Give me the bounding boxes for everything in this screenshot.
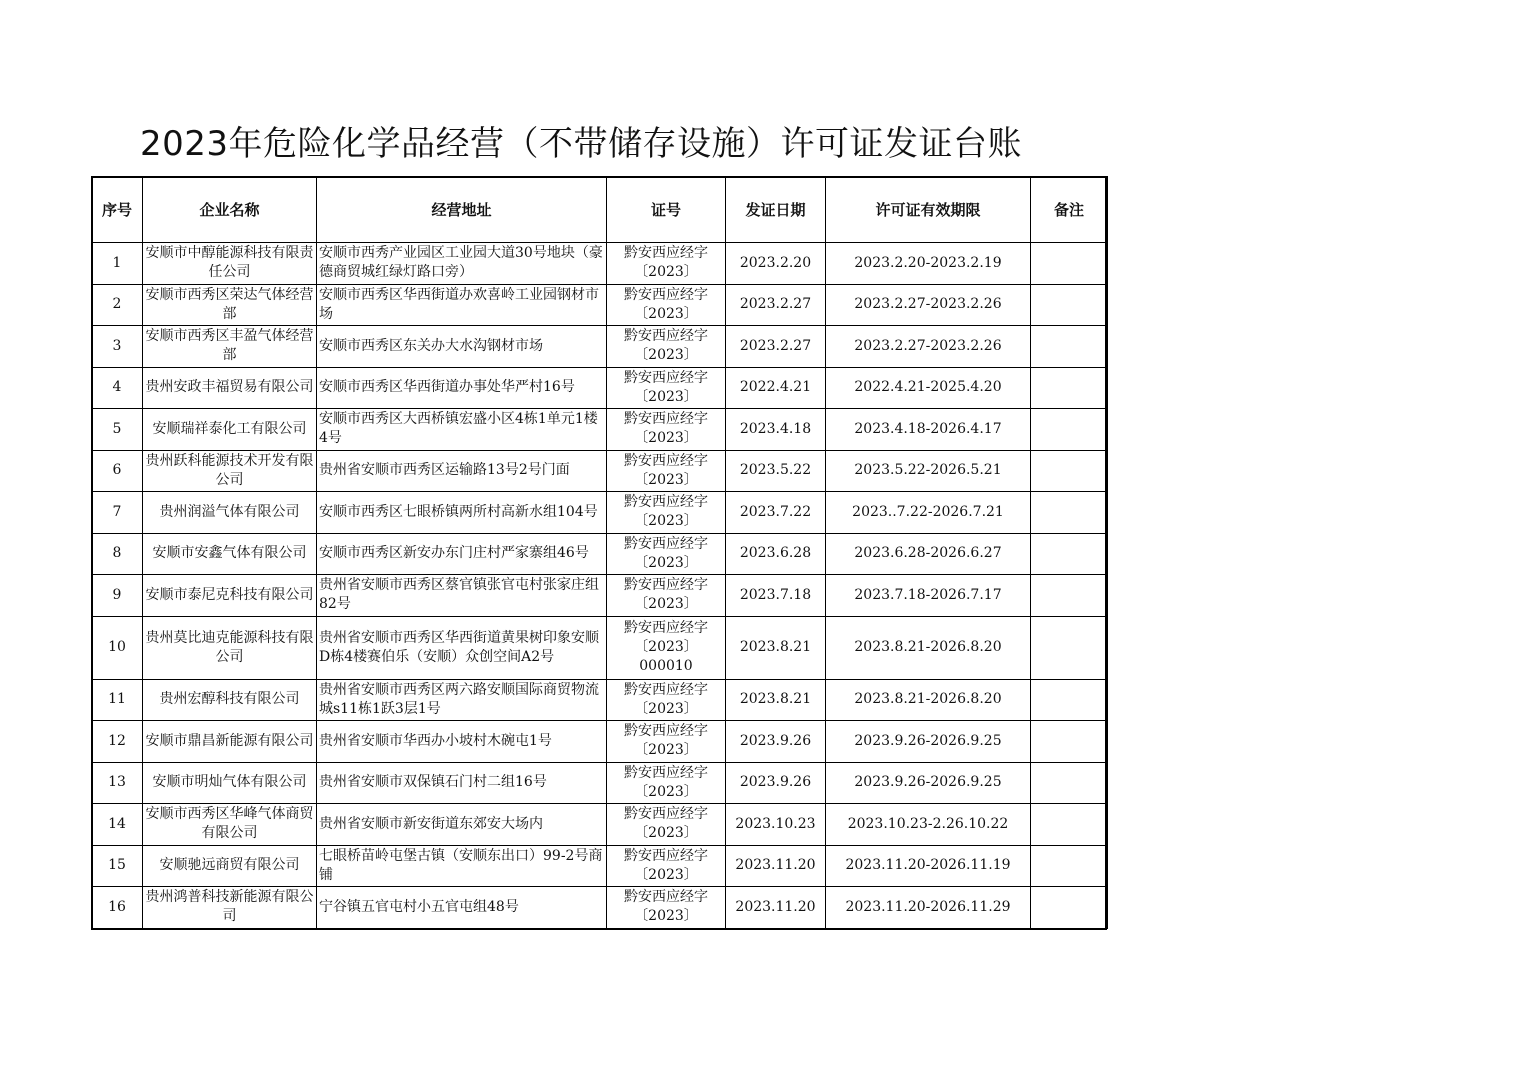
row-note-cell — [1031, 762, 1108, 804]
row-validity-cell: 2023.2.27-2023.2.26 — [826, 284, 1031, 326]
row-validity-cell: 2023.8.21-2026.8.20 — [826, 679, 1031, 721]
row-issue-date-cell: 2023.4.18 — [726, 409, 826, 451]
header-company-name: 企业名称 — [143, 177, 317, 243]
row-seq-cell: 3 — [92, 326, 143, 368]
row-note-cell — [1031, 887, 1108, 929]
row-validity-cell: 2023.9.26-2026.9.25 — [826, 762, 1031, 804]
row-validity-cell: 2023.2.20-2023.2.19 — [826, 243, 1031, 285]
row-issue-date-cell: 2023.7.18 — [726, 575, 826, 617]
row-validity-cell: 2023..7.22-2026.7.21 — [826, 492, 1031, 534]
row-validity-cell: 2023.8.21-2026.8.20 — [826, 616, 1031, 679]
row-company-name-cell: 安顺市泰尼克科技有限公司 — [143, 575, 317, 617]
row-issue-date-cell: 2023.5.22 — [726, 450, 826, 492]
row-note-cell — [1031, 845, 1108, 887]
table-row — [92, 721, 1108, 763]
row-validity-cell: 2023.10.23-2.26.10.22 — [826, 804, 1031, 846]
row-company-name-cell: 贵州鸿普科技新能源有限公司 — [143, 887, 317, 929]
row-note-cell — [1031, 326, 1108, 368]
row-seq-cell: 10 — [92, 616, 143, 679]
row-cert-no-cell: 黔安西应经字〔2023〕 — [607, 284, 726, 326]
row-address-cell: 安顺市西秀产业园区工业园大道30号地块（豪德商贸城红绿灯路口旁） — [317, 243, 607, 285]
row-company-name-cell: 安顺驰远商贸有限公司 — [143, 845, 317, 887]
row-address-cell: 安顺市西秀区华西街道办欢喜岭工业园钢材市场 — [317, 284, 607, 326]
row-seq-cell: 4 — [92, 367, 143, 409]
row-note-cell — [1031, 575, 1108, 617]
row-address-cell: 贵州省安顺市西秀区蔡官镇张官屯村张家庄组82号 — [317, 575, 607, 617]
table-row — [92, 492, 1108, 534]
row-issue-date-cell: 2023.9.26 — [726, 721, 826, 763]
header-seq: 序号 — [92, 177, 143, 243]
row-cert-no-cell: 黔安西应经字〔2023〕 — [607, 243, 726, 285]
row-seq-cell: 5 — [92, 409, 143, 451]
row-seq-cell: 8 — [92, 533, 143, 575]
row-cert-no-cell: 黔安西应经字〔2023〕000010 — [607, 616, 726, 679]
row-issue-date-cell: 2023.10.23 — [726, 804, 826, 846]
row-seq-cell: 1 — [92, 243, 143, 285]
row-note-cell — [1031, 450, 1108, 492]
table-row — [92, 326, 1108, 368]
row-validity-cell: 2023.2.27-2023.2.26 — [826, 326, 1031, 368]
row-note-cell — [1031, 492, 1108, 534]
header-cert-no: 证号 — [607, 177, 726, 243]
row-note-cell — [1031, 284, 1108, 326]
row-address-cell: 安顺市西秀区东关办大水沟钢材市场 — [317, 326, 607, 368]
row-address-cell: 贵州省安顺市西秀区运输路13号2号门面 — [317, 450, 607, 492]
row-address-cell: 安顺市西秀区华西街道办事处华严村16号 — [317, 367, 607, 409]
row-note-cell — [1031, 533, 1108, 575]
row-address-cell: 贵州省安顺市西秀区华西街道黄果树印象安顺D栋4楼赛伯乐（安顺）众创空间A2号 — [317, 616, 607, 679]
row-cert-no-cell: 黔安西应经字〔2023〕 — [607, 533, 726, 575]
row-validity-cell: 2022.4.21-2025.4.20 — [826, 367, 1031, 409]
row-validity-cell: 2023.11.20-2026.11.19 — [826, 845, 1031, 887]
page-title: 2023年危险化学品经营（不带储存设施）许可证发证台账 — [140, 124, 1023, 164]
row-cert-no-cell: 黔安西应经字〔2023〕 — [607, 887, 726, 929]
row-issue-date-cell: 2023.9.26 — [726, 762, 826, 804]
row-validity-cell: 2023.11.20-2026.11.29 — [826, 887, 1031, 929]
row-address-cell: 安顺市西秀区七眼桥镇两所村高新水组104号 — [317, 492, 607, 534]
row-company-name-cell: 贵州莫比迪克能源科技有限公司 — [143, 616, 317, 679]
row-seq-cell: 12 — [92, 721, 143, 763]
table-row — [92, 284, 1108, 326]
row-issue-date-cell: 2023.11.20 — [726, 845, 826, 887]
row-note-cell — [1031, 367, 1108, 409]
license-ledger-table — [91, 176, 1108, 929]
table-row — [92, 450, 1108, 492]
row-cert-no-cell: 黔安西应经字〔2023〕 — [607, 409, 726, 451]
header-validity: 许可证有效期限 — [826, 177, 1031, 243]
row-cert-no-cell: 黔安西应经字〔2023〕 — [607, 450, 726, 492]
row-address-cell: 宁谷镇五官屯村小五官屯组48号 — [317, 887, 607, 929]
row-seq-cell: 15 — [92, 845, 143, 887]
table-row — [92, 409, 1108, 451]
table-row — [92, 887, 1108, 929]
header-issue-date: 发证日期 — [726, 177, 826, 243]
row-company-name-cell: 安顺市西秀区丰盈气体经营部 — [143, 326, 317, 368]
row-seq-cell: 2 — [92, 284, 143, 326]
row-seq-cell: 7 — [92, 492, 143, 534]
row-seq-cell: 16 — [92, 887, 143, 929]
header-address: 经营地址 — [317, 177, 607, 243]
table-row — [92, 804, 1108, 846]
table-body — [92, 243, 1108, 929]
row-validity-cell: 2023.7.18-2026.7.17 — [826, 575, 1031, 617]
row-issue-date-cell: 2023.8.21 — [726, 616, 826, 679]
row-note-cell — [1031, 243, 1108, 285]
table-header — [92, 177, 1108, 243]
row-cert-no-cell: 黔安西应经字〔2023〕 — [607, 326, 726, 368]
row-company-name-cell: 贵州润溢气体有限公司 — [143, 492, 317, 534]
table-row — [92, 367, 1108, 409]
row-company-name-cell: 贵州安政丰福贸易有限公司 — [143, 367, 317, 409]
header-note: 备注 — [1031, 177, 1108, 243]
row-seq-cell: 9 — [92, 575, 143, 617]
row-address-cell: 贵州省安顺市新安街道东郊安大场内 — [317, 804, 607, 846]
row-company-name-cell: 安顺市安鑫气体有限公司 — [143, 533, 317, 575]
row-address-cell: 安顺市西秀区新安办东门庄村严家寨组46号 — [317, 533, 607, 575]
table-row — [92, 679, 1108, 721]
row-company-name-cell: 安顺市西秀区华峰气体商贸有限公司 — [143, 804, 317, 846]
row-cert-no-cell: 黔安西应经字〔2023〕 — [607, 367, 726, 409]
header-row — [92, 177, 1108, 243]
row-address-cell: 七眼桥苗岭屯堡古镇（安顺东出口）99-2号商铺 — [317, 845, 607, 887]
row-company-name-cell: 贵州跃科能源技术开发有限公司 — [143, 450, 317, 492]
table-row — [92, 762, 1108, 804]
row-address-cell: 贵州省安顺市西秀区两六路安顺国际商贸物流城s11栋1跃3层1号 — [317, 679, 607, 721]
row-issue-date-cell: 2022.4.21 — [726, 367, 826, 409]
row-issue-date-cell: 2023.6.28 — [726, 533, 826, 575]
row-cert-no-cell: 黔安西应经字〔2023〕 — [607, 762, 726, 804]
row-seq-cell: 11 — [92, 679, 143, 721]
row-issue-date-cell: 2023.8.21 — [726, 679, 826, 721]
row-note-cell — [1031, 616, 1108, 679]
row-company-name-cell: 安顺市西秀区荣达气体经营部 — [143, 284, 317, 326]
row-validity-cell: 2023.4.18-2026.4.17 — [826, 409, 1031, 451]
row-note-cell — [1031, 679, 1108, 721]
table-row — [92, 243, 1108, 285]
row-address-cell: 贵州省安顺市华西办小坡村木碗屯1号 — [317, 721, 607, 763]
row-address-cell: 贵州省安顺市双保镇石门村二组16号 — [317, 762, 607, 804]
row-cert-no-cell: 黔安西应经字〔2023〕 — [607, 845, 726, 887]
table-row — [92, 845, 1108, 887]
row-note-cell — [1031, 804, 1108, 846]
row-note-cell — [1031, 721, 1108, 763]
row-cert-no-cell: 黔安西应经字〔2023〕 — [607, 575, 726, 617]
table-row — [92, 533, 1108, 575]
row-validity-cell: 2023.6.28-2026.6.27 — [826, 533, 1031, 575]
row-seq-cell: 6 — [92, 450, 143, 492]
row-issue-date-cell: 2023.7.22 — [726, 492, 826, 534]
row-company-name-cell: 安顺市中醇能源科技有限责任公司 — [143, 243, 317, 285]
row-cert-no-cell: 黔安西应经字〔2023〕 — [607, 721, 726, 763]
row-seq-cell: 14 — [92, 804, 143, 846]
row-validity-cell: 2023.5.22-2026.5.21 — [826, 450, 1031, 492]
row-issue-date-cell: 2023.2.20 — [726, 243, 826, 285]
row-note-cell — [1031, 409, 1108, 451]
table-row — [92, 616, 1108, 679]
row-seq-cell: 13 — [92, 762, 143, 804]
row-cert-no-cell: 黔安西应经字〔2023〕 — [607, 679, 726, 721]
row-validity-cell: 2023.9.26-2026.9.25 — [826, 721, 1031, 763]
row-issue-date-cell: 2023.11.20 — [726, 887, 826, 929]
row-company-name-cell: 贵州宏醇科技有限公司 — [143, 679, 317, 721]
row-address-cell: 安顺市西秀区大西桥镇宏盛小区4栋1单元1楼4号 — [317, 409, 607, 451]
row-company-name-cell: 安顺市明灿气体有限公司 — [143, 762, 317, 804]
table-row — [92, 575, 1108, 617]
row-company-name-cell: 安顺市鼎昌新能源有限公司 — [143, 721, 317, 763]
row-cert-no-cell: 黔安西应经字〔2023〕 — [607, 492, 726, 534]
row-issue-date-cell: 2023.2.27 — [726, 326, 826, 368]
row-issue-date-cell: 2023.2.27 — [726, 284, 826, 326]
row-cert-no-cell: 黔安西应经字〔2023〕 — [607, 804, 726, 846]
row-company-name-cell: 安顺瑞祥泰化工有限公司 — [143, 409, 317, 451]
